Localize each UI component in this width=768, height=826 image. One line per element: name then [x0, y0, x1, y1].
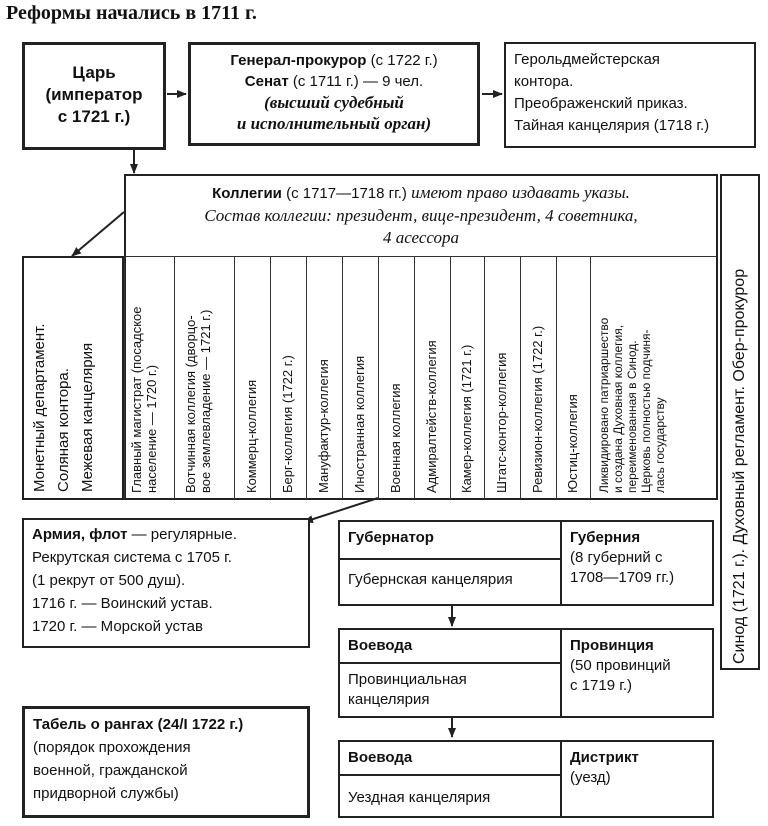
tsar-emperor-label: (император: [45, 85, 143, 104]
prosecutor-general-label: Генерал-прокурор: [230, 52, 367, 69]
college-column-kamer: [450, 257, 484, 499]
college-column-commerce: [234, 257, 270, 499]
secret-chancellery: Тайная канцелярия (1718 г.): [514, 117, 710, 134]
table-of-ranks-desc: придворной службы): [33, 785, 179, 802]
college-label: Иностранная коллегия: [352, 355, 367, 493]
senate-date: (с 1711 г.) — 9 чел.: [288, 73, 424, 90]
table-of-ranks-title: Табель о рангах (24/I 1722 г.): [33, 716, 244, 733]
college-column-revision: [520, 257, 556, 499]
college-label: вое землевладение — 1721 г.): [198, 309, 213, 493]
college-label: Юстиц-коллегия: [565, 394, 580, 493]
naval-statute: 1720 г. — Морской устав: [32, 618, 203, 635]
senate-label: Сенат: [244, 73, 289, 90]
college-label: Штатс-контор-коллегия: [494, 352, 509, 493]
college-label: Адмиралтейств-коллегия: [424, 340, 439, 493]
military-statute: 1716 г. — Воинский устав.: [32, 595, 213, 612]
province-label: Провинция: [570, 637, 654, 654]
collegia-rights: имеют право издавать указы.: [411, 183, 630, 202]
army-label: Армия, флот: [32, 526, 128, 543]
college-column-military: [378, 257, 414, 499]
collegia-label: Коллегии: [212, 185, 282, 202]
senate-box: [188, 42, 480, 146]
district-cell: [562, 744, 714, 792]
guberniya-label: Губерния: [570, 529, 641, 546]
college-label: Коммерц-коллегия: [244, 379, 259, 493]
district-label: Дистрикт: [570, 749, 639, 766]
provincial-office: Провинциальная: [348, 671, 467, 688]
college-label: Главный магистрат (посадское: [129, 306, 144, 493]
table-of-ranks-desc: (порядок прохождения: [33, 739, 191, 756]
tsar-box: [22, 42, 166, 150]
college-label: население — 1720 г.): [144, 364, 159, 493]
province-note: с 1719 г.): [570, 677, 633, 694]
collegia-composition: Состав коллегии: президент, вице-президент, 4 советника,: [204, 206, 638, 225]
offices-box: [504, 42, 756, 148]
guberniya-note: (8 губерний с: [570, 549, 663, 566]
college-column-admiralty: [414, 257, 450, 499]
college-label: Камер-коллегия (1721 г.): [459, 344, 474, 493]
college-column-manufactory: [306, 257, 342, 499]
senate-role-line1: (высший судебный: [264, 93, 404, 112]
arrow-colleges-to-army: [304, 498, 378, 522]
voevoda-province-box: [338, 628, 714, 718]
province-cell: [562, 632, 714, 700]
college-label: Берг-коллегия (1722 г.): [280, 355, 295, 493]
college-column-foreign: [342, 257, 378, 499]
college-column-shtats-kontor: [484, 257, 520, 499]
church-note-line: Ликвидировано патриаршество: [597, 317, 611, 493]
heraldry-office: Герольдмейстерская: [514, 51, 660, 68]
college-label: Ревизион-коллегия (1722 г.): [530, 325, 545, 493]
departments-text: [28, 264, 100, 492]
army-regular: — регулярные.: [127, 526, 237, 543]
college-column-chief-magistrate: [124, 257, 174, 499]
college-label: Мануфактур-коллегия: [316, 359, 331, 493]
collegia-composition-cont: 4 асессора: [382, 228, 460, 247]
arrow-collegia-to-departments: [72, 212, 124, 256]
mint-department: Монетный департамент.: [31, 323, 48, 492]
senate-role-line2: и исполнительный орган): [236, 114, 432, 133]
departments-box: [22, 256, 124, 500]
college-label: Военная коллегия: [388, 383, 403, 493]
tsar-label: Царь: [72, 63, 116, 82]
survey-chancellery: Межевая канцелярия: [79, 342, 96, 492]
salt-office: Соляная контора.: [55, 368, 72, 492]
voevoda-label: Воевода: [348, 749, 413, 766]
college-column-church: [590, 257, 718, 499]
provincial-office-cell: [340, 666, 560, 714]
heraldry-office-cont: контора.: [514, 73, 574, 90]
synod-label: Синод (1721 г.). Духовный регламент. Обер-прокурор: [731, 268, 748, 664]
collegia-box: [124, 174, 718, 258]
church-note-line: лась государству: [653, 397, 667, 493]
table-of-ranks-desc: военной, гражданской: [33, 762, 188, 779]
district-chancellery: Уездная канцелярия: [348, 789, 491, 806]
recruit-system: Рекрутская система с 1705 г.: [32, 549, 232, 566]
church-note-line: переименованная в Синод.: [625, 340, 639, 493]
church-note-line: и создана Духовная коллегия,: [611, 324, 625, 493]
college-column-justice: [556, 257, 590, 499]
college-column-votchinnaya: [174, 257, 234, 499]
governor-label: Губернатор: [348, 529, 434, 546]
guberniya-note: 1708—1709 гг.): [570, 569, 675, 586]
voevoda-label: Воевода: [348, 637, 413, 654]
preobrazhensky-prikaz: Преображенский приказ.: [514, 95, 688, 112]
recruit-ratio: (1 рекрут от 500 душ).: [32, 572, 186, 589]
prosecutor-general-date: (с 1722 г.): [366, 52, 438, 69]
district-note: (уезд): [570, 769, 611, 786]
college-column-berg: [270, 257, 306, 499]
tsar-date: с 1721 г.): [57, 107, 131, 126]
provincial-chancellery: Губернская канцелярия: [348, 571, 513, 588]
army-box: [22, 518, 310, 648]
page-title: Реформы начались в 1711 г.: [6, 2, 257, 24]
collegia-date: (с 1717—1718 гг.): [281, 185, 412, 202]
church-note-line: Церковь полностью подчиня-: [639, 329, 653, 493]
province-note: (50 провинций: [570, 657, 671, 674]
guberniya-cell: [562, 524, 714, 592]
synod-box: [720, 174, 760, 670]
provincial-office: канцелярия: [348, 691, 430, 708]
voevoda-district-box: [338, 740, 714, 818]
college-label: Вотчинная коллегия (дворцо-: [183, 315, 198, 493]
governor-box: [338, 520, 714, 606]
table-of-ranks-box: [22, 706, 310, 818]
